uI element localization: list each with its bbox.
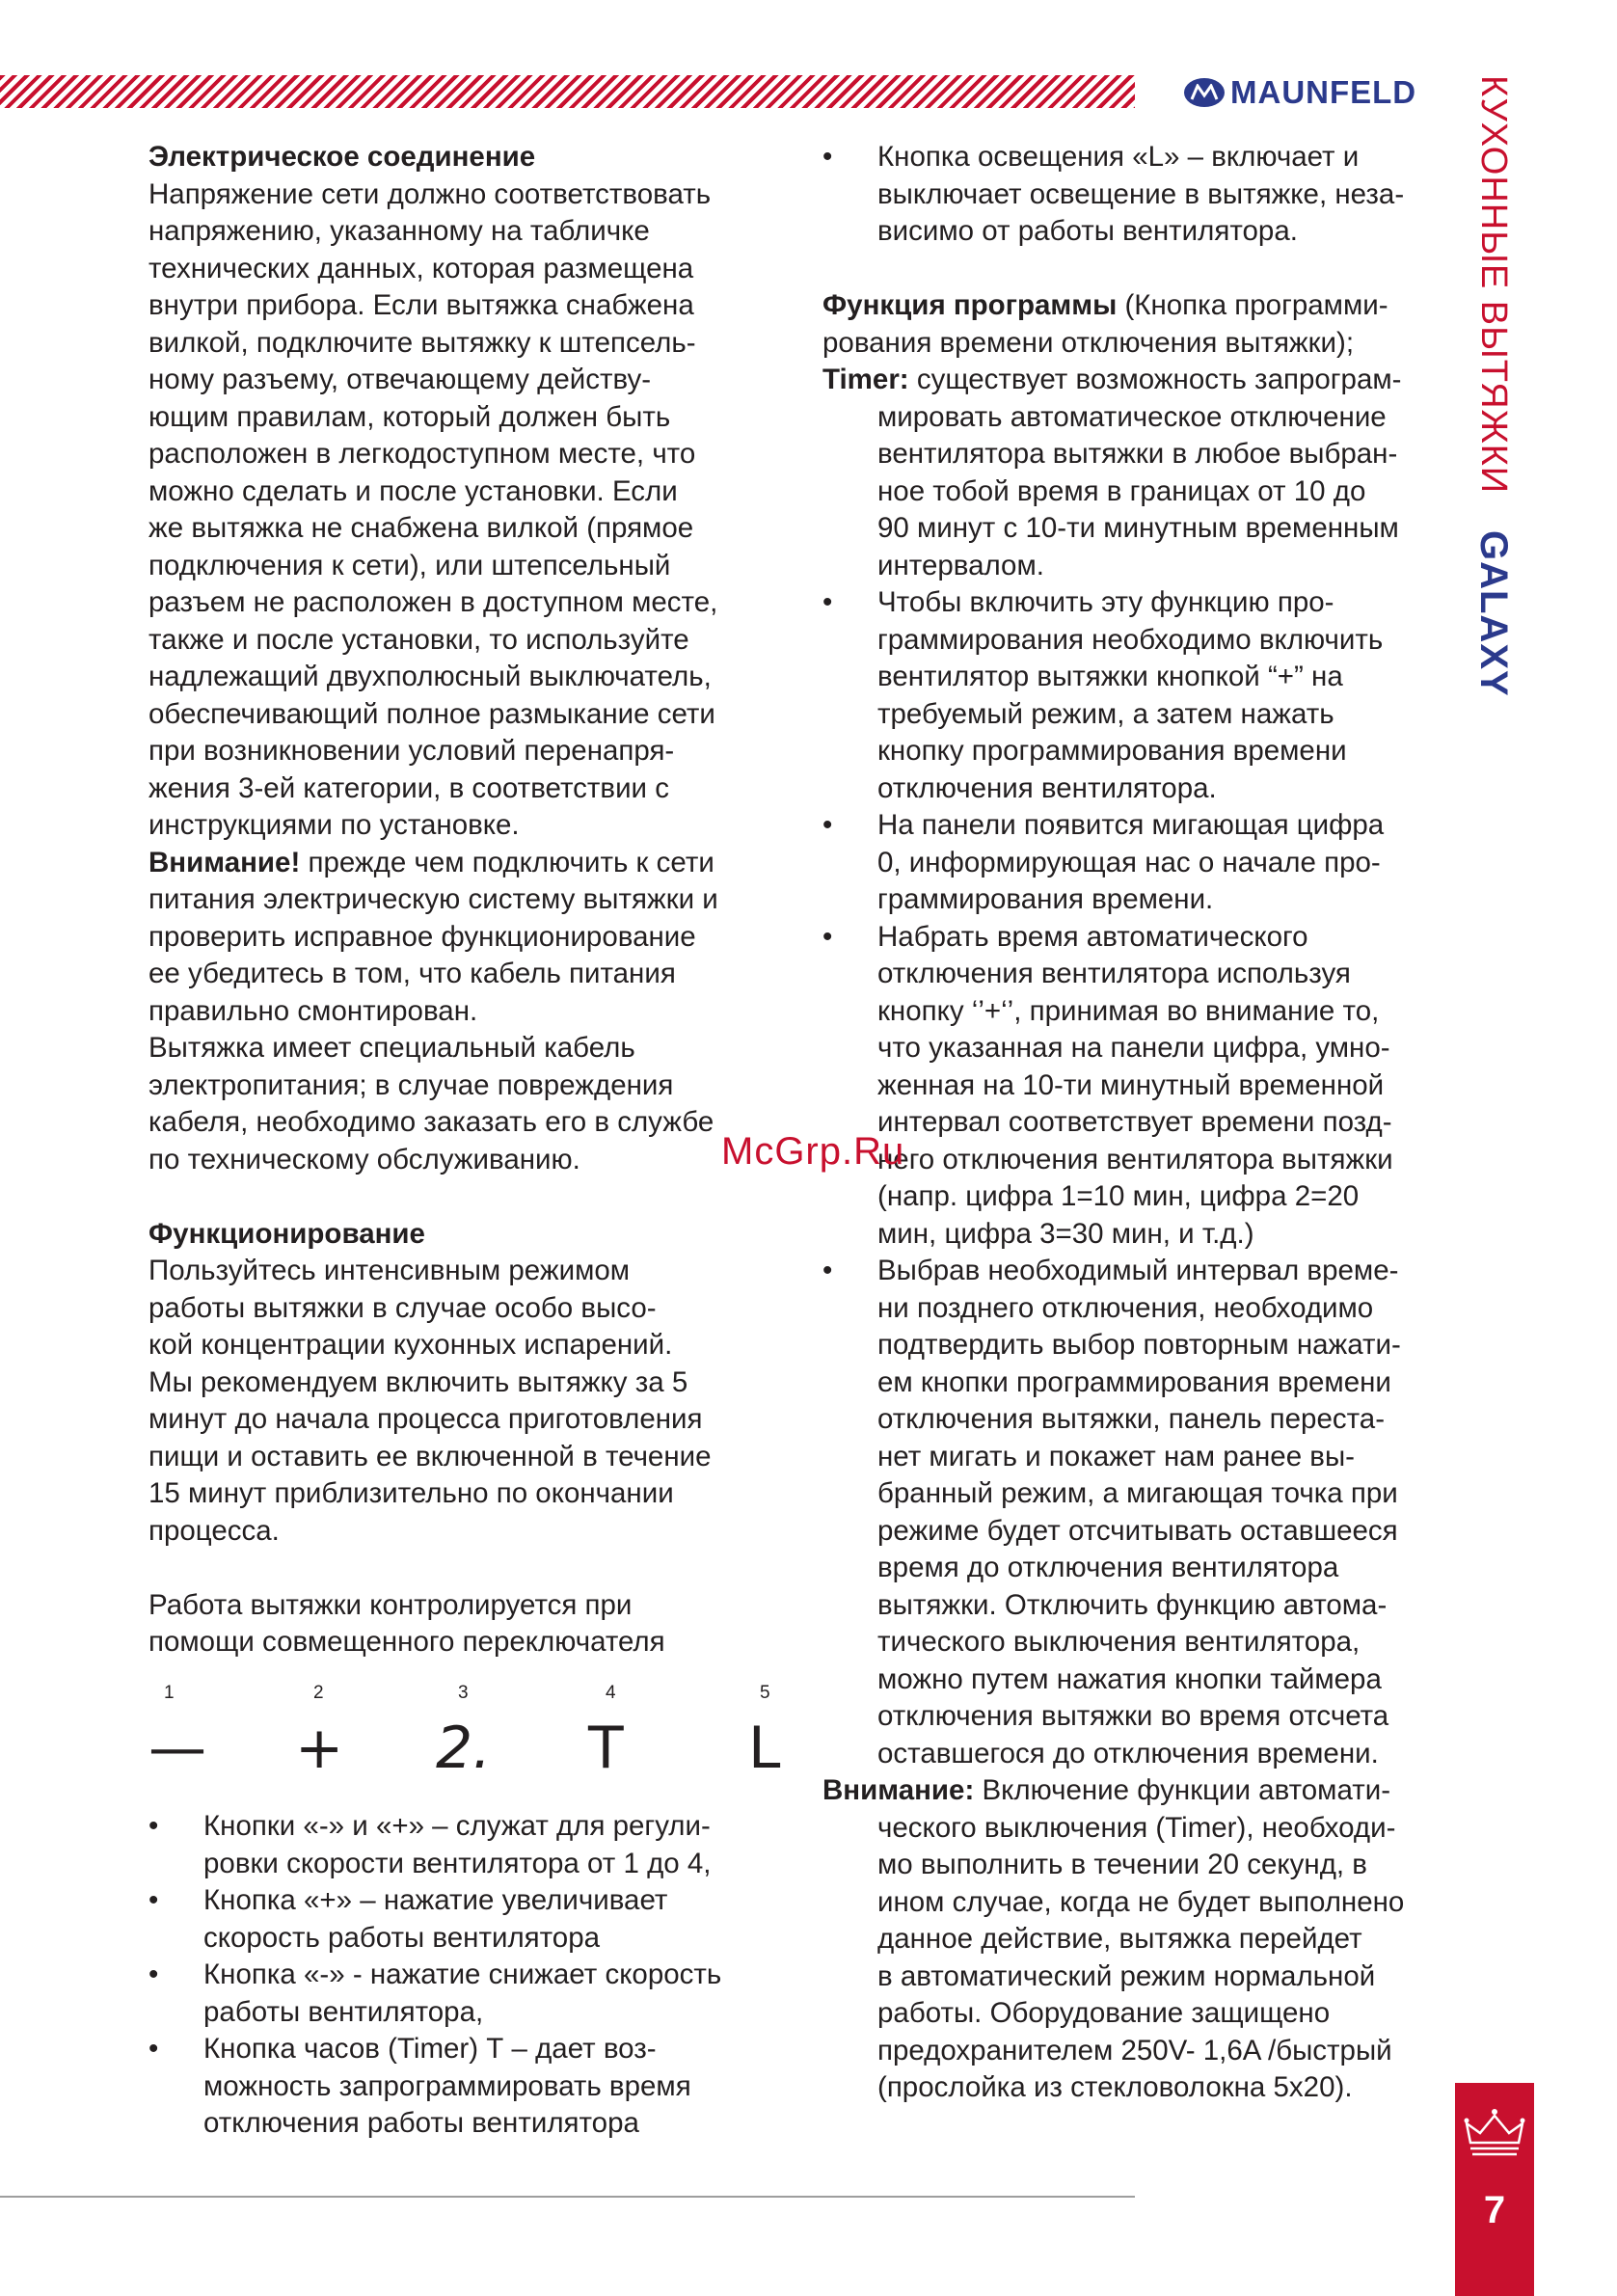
text-line: граммирования времени. xyxy=(877,883,1214,915)
timer-label: Timer: xyxy=(822,364,909,395)
timer-paragraph xyxy=(822,362,1459,399)
text-line: время до отключения вентилятора xyxy=(877,1552,1339,1583)
text-line: Мы рекомендуем включить вытяжку за 5 xyxy=(148,1365,688,1398)
panel-label-5: 5 xyxy=(760,1683,770,1703)
list-item: • Кнопки «-» и «+» – служат для регули- ровки скорости вентилятора от 1 до 4, xyxy=(148,1808,785,1882)
text-line: подключения к сети), или штепсельный xyxy=(148,549,671,581)
text-line: Кнопка «-» - нажатие снижает скорость xyxy=(203,1958,722,1990)
list-item: • Выбрав необходимый интервал време- ни позднего отключения, необходимо подтвердить выбор повторным нажати- ем кнопки программирования времени отключения вытяжки, панель переста- нет мигать и покажет нам ранее вы- бранный режим, а мигающая точка при режиме будет отсчитывать оставшееся время до отключения вентилятора вытяжки. Отключить функцию автома- тического выключения вентилятора, можно путем нажатия кнопки таймера отключения вытяжки во время отсчета оставшегося до отключения времени. xyxy=(822,1253,1459,1772)
light-button: L xyxy=(748,1715,781,1782)
text-line: кнопку ‘’+‘’, принимая во внимание то, xyxy=(877,994,1380,1027)
text-line: Кнопки «-» и «+» – служат для регули- xyxy=(203,1810,711,1842)
text-line: мин, цифра 3=30 мин, и т.д.) xyxy=(877,1217,1254,1250)
text-line: Чтобы включить эту функцию про- xyxy=(877,586,1334,618)
panel-label-2: 2 xyxy=(313,1683,324,1703)
text-line: работы. Оборудование защищено xyxy=(877,1997,1331,2029)
text-line: режиме будет отсчитывать оставшееся xyxy=(877,1514,1398,1547)
text-line: отключения вентилятора. xyxy=(877,771,1217,804)
text-line: пищи и оставить ее включенной в течение xyxy=(148,1440,712,1472)
text-line: разъем не расположен в доступном месте, xyxy=(148,586,718,618)
text-line: работы вентилятора, xyxy=(203,1995,484,2028)
attention-label: Внимание: xyxy=(822,1774,975,1806)
crown-icon xyxy=(1463,2106,1526,2164)
list-item: • На панели появится мигающая цифра 0, информирующая нас о начале про- граммирования времени. xyxy=(822,807,1459,919)
text-line: ному разъему, отвечающему действу- xyxy=(148,364,652,395)
text-line: можно сделать и после установки. Если xyxy=(148,474,678,507)
text-line: ином случае, когда не будет выполнено xyxy=(877,1885,1405,1918)
attention-paragraph xyxy=(822,1772,1459,1810)
text-line: мо выполнить в течении 20 секунд, в xyxy=(877,1849,1367,1880)
text-line: граммирования необходимо включить xyxy=(877,623,1384,656)
section-heading-electrical: Электрическое соединение xyxy=(148,141,536,173)
text-line: же вытяжка не снабжена вилкой (прямое xyxy=(148,512,694,544)
brand-name: MAUNFELD xyxy=(1230,74,1417,110)
text-line: 0, информирующая нас о начале про- xyxy=(877,846,1381,878)
attention-text xyxy=(822,1810,1459,2107)
text-line: отключения вентилятора используя xyxy=(877,958,1351,989)
speed-display: 2. xyxy=(436,1715,492,1782)
text-line: в автоматический режим нормальной xyxy=(877,1959,1376,1992)
text-line: помощи совмещенного переключателя xyxy=(148,1626,665,1658)
text-line: Выбрав необходимый интервал време- xyxy=(877,1255,1399,1286)
text-line: интервалом. xyxy=(877,549,1044,581)
text-line: бранный режим, а мигающая точка при xyxy=(877,1477,1398,1509)
text-line: что указанная на панели цифра, умно- xyxy=(877,1032,1390,1064)
text-line: также и после установки, то используйте xyxy=(148,623,689,656)
text-line: питания электрическую систему вытяжки и xyxy=(148,883,718,915)
text-fragment: (Кнопка программи- xyxy=(1117,289,1388,321)
header-hatch-band xyxy=(0,75,1135,108)
text-line: выключает освещение в вытяжке, неза- xyxy=(877,177,1405,210)
panel-label-4: 4 xyxy=(606,1683,616,1703)
text-fragment: существует возможность запрограм- xyxy=(908,364,1402,395)
text-line: процесса. xyxy=(148,1514,280,1547)
left-column xyxy=(148,139,785,1661)
text-line: надлежащий двухполюсный выключатель, xyxy=(148,661,712,692)
text-line: вентилятор вытяжки кнопкой “+” на xyxy=(877,661,1343,692)
text-line: Кнопка часов (Timer) Т – дает воз- xyxy=(203,2033,657,2065)
text-line: при возникновении условий перенапря- xyxy=(148,735,675,767)
text-line: ческого выключения (Timer), необходи- xyxy=(877,1811,1396,1844)
text-line: (прослойка из стекловолокна 5x20). xyxy=(877,2071,1353,2103)
list-item: • Кнопка освещения «L» – включает и выключает освещение в вытяжке, неза- висимо от работы вентилятора. xyxy=(822,139,1459,251)
plus-button: + xyxy=(295,1715,344,1782)
text-line: ее убедитесь в том, что кабель питания xyxy=(148,958,676,989)
text-line: Кнопка освещения «L» – включает и xyxy=(877,141,1360,173)
text-line: технических данных, которая размещена xyxy=(148,252,694,284)
timer-text xyxy=(822,399,1459,585)
text-line: ни позднего отключения, необходимо xyxy=(877,1291,1374,1324)
footer-divider xyxy=(0,2196,1135,2198)
text-line: вытяжки. Отключить функцию автома- xyxy=(877,1588,1388,1621)
text-line: Кнопка «+» – нажатие увеличивает xyxy=(203,1884,668,1916)
panel-label-1: 1 xyxy=(164,1683,175,1703)
warning-paragraph xyxy=(148,845,785,882)
section-heading-operation: Функционирование xyxy=(148,1217,425,1250)
timer-button: T xyxy=(588,1715,624,1782)
section-heading-program: Функция программы xyxy=(822,289,1118,321)
text-fragment: Включение функции автомати- xyxy=(974,1774,1391,1806)
text-line: работы вытяжки в случае особо высо- xyxy=(148,1291,657,1324)
program-heading-line xyxy=(822,287,1459,325)
text-line: внутри прибора. Если вытяжка снабжена xyxy=(148,289,694,321)
text-line: мировать автоматическое отключение xyxy=(877,400,1387,433)
text-line: оставшегося до отключения времени. xyxy=(877,1737,1379,1769)
text-line: ющим правилам, который должен быть xyxy=(148,400,671,433)
control-panel-diagram xyxy=(148,1683,785,1782)
text-line: проверить исправное функционирование xyxy=(148,920,696,953)
text-line: него отключения вентилятора вытяжки xyxy=(877,1143,1393,1175)
list-item: • Кнопка «+» – нажатие увеличивает скорость работы вентилятора xyxy=(148,1882,785,1957)
text-line: вилкой, подключите вытяжку к штепсель- xyxy=(148,326,696,359)
text-line: отключения вытяжки во время отсчета xyxy=(877,1700,1389,1732)
side-category: КУХОННЫЕ ВЫТЯЖКИ xyxy=(1473,75,1514,495)
side-category-label xyxy=(1474,75,1513,696)
text-line: висимо от работы вентилятора. xyxy=(877,215,1298,247)
brand-logo xyxy=(1184,73,1416,112)
text-line: ное тобой время в границах от 10 до xyxy=(877,474,1366,507)
text-line: Вытяжка имеет специальный кабель xyxy=(148,1032,635,1064)
text-line: предохранителем 250V- 1,6A /быстрый xyxy=(877,2034,1392,2066)
list-item: • Чтобы включить эту функцию про- граммирования необходимо включить вентилятор вытяжки кнопкой “+” на требуемый режим, а затем нажать кнопку программирования времени отключения вентилятора. xyxy=(822,584,1459,807)
text-line: 90 минут с 10-ти минутным временным xyxy=(877,512,1399,544)
text-line: рования времени отключения вытяжки); xyxy=(822,326,1355,359)
minus-button: — xyxy=(148,1715,206,1782)
text-line: скорость работы вентилятора xyxy=(203,1921,601,1954)
text-line: электропитания; в случае повреждения xyxy=(148,1068,674,1101)
text-line: интервал соответствует времени позд- xyxy=(877,1106,1392,1138)
text-line: можно путем нажатия кнопки таймера xyxy=(877,1662,1382,1695)
list-item: • Набрать время автоматического отключения вентилятора используя кнопку ‘’+‘’, принимая во внимание то, что указанная на панели цифра, умно- женная на 10-ти минутный временной интервал соответствует времени позд- него отключения вентилятора вытяжки (напр. цифра 1=10 мин, цифра 2=20 мин, цифра 3=30 мин, и т.д.) xyxy=(822,919,1459,1254)
watermark: McGrp.Ru xyxy=(721,1130,905,1173)
text-line: требуемый режим, а затем нажать xyxy=(877,697,1334,730)
text-line: жения 3-ей категории, в соответствии с xyxy=(148,771,669,804)
list-item: • Кнопка часов (Timer) Т – дает воз- можность запрограммировать время отключения работы вентилятора xyxy=(148,2031,785,2143)
left-bullet-list xyxy=(148,1808,785,2143)
text-line: Набрать время автоматического xyxy=(877,920,1308,953)
text-line: Пользуйтесь интенсивным режимом xyxy=(148,1255,631,1286)
text-line: отключения работы вентилятора xyxy=(203,2107,639,2139)
text-line: (напр. цифра 1=10 мин, цифра 2=20 xyxy=(877,1180,1360,1212)
text-line: женная на 10-ти минутный временной xyxy=(877,1068,1385,1101)
text-line: вентилятора вытяжки в любое выбран- xyxy=(877,438,1398,470)
text-line: кнопку программирования времени xyxy=(877,735,1347,767)
text-line: Работа вытяжки контролируется при xyxy=(148,1588,633,1621)
text-fragment: прежде чем подключить к сети xyxy=(300,846,714,878)
text-line: ровки скорости вентилятора от 1 до 4, xyxy=(203,1847,712,1879)
text-line: минут до начала процесса приготовления xyxy=(148,1403,703,1435)
text-line: напряжению, указанному на табличке xyxy=(148,215,650,247)
text-line: подтвердить выбор повторным нажати- xyxy=(877,1329,1401,1361)
text-line: кой концентрации кухонных испарений. xyxy=(148,1329,673,1361)
text-line: На панели появится мигающая цифра xyxy=(877,809,1385,841)
brand-emblem-icon xyxy=(1184,78,1225,107)
text-line: Напряжение сети должно соответствовать xyxy=(148,177,712,210)
side-model: GALAXY xyxy=(1472,529,1515,697)
text-line: тического выключения вентилятора, xyxy=(877,1626,1361,1658)
text-line: инструкциями по установке. xyxy=(148,809,520,841)
text-line: отключения вытяжки, панель переста- xyxy=(877,1403,1386,1435)
list-item: • Кнопка «-» - нажатие снижает скорость работы вентилятора, xyxy=(148,1957,785,2031)
page-number: 7 xyxy=(1483,2189,1506,2231)
electrical-text xyxy=(148,176,785,845)
panel-label-3: 3 xyxy=(458,1683,469,1703)
text-line: правильно смонтирован. xyxy=(148,994,478,1027)
text-line: можность запрограммировать время xyxy=(203,2069,691,2102)
warning-label: Внимание! xyxy=(148,846,301,878)
text-line: расположен в легкодоступном месте, что xyxy=(148,438,696,470)
text-line: ем кнопки программирования времени xyxy=(877,1365,1391,1398)
text-line: нет мигать и покажет нам ранее вы- xyxy=(877,1440,1356,1472)
text-line: обеспечивающий полное размыкание сети xyxy=(148,697,715,730)
right-column xyxy=(822,139,1459,2107)
text-line: 15 минут приблизительно по окончании xyxy=(148,1477,674,1509)
text-line: по техническому обслуживанию. xyxy=(148,1143,580,1175)
page-number-tab xyxy=(1455,2083,1534,2296)
text-line: кабеля, необходимо заказать его в службе xyxy=(148,1106,714,1138)
text-line: данное действие, вытяжка перейдет xyxy=(877,1923,1362,1955)
